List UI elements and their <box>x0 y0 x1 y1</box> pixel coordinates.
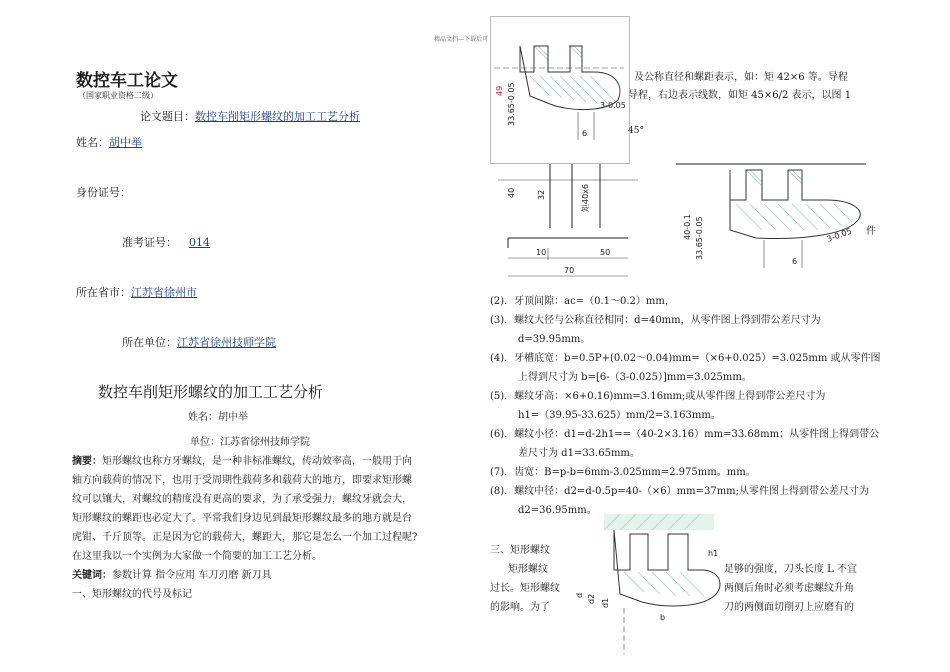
thesis-line <box>140 108 360 124</box>
thread-profile-drawing <box>676 160 866 280</box>
section-dim-d1: d1 <box>601 597 610 608</box>
body-fragment-r1: 足够的强度，刀头长度 L 不宜 <box>724 564 857 575</box>
section-1-heading: 一、矩形螺纹的代号及标记 <box>72 589 192 600</box>
part-fragment: 件 <box>866 226 876 237</box>
list-item: (3)．螺纹大径与公称直径相同：d=40mm，从零件图上得到带公差尺寸为 <box>490 315 821 326</box>
list-item-cont: d2=36.95mm。 <box>518 505 597 516</box>
profile-dim-3365: 33.65-0.05 <box>695 216 704 260</box>
shaft-dim-d32: 32 <box>537 189 546 200</box>
unit-value: 江苏省徐州技师学院 <box>177 336 276 349</box>
id-line: 身份证号： <box>76 186 131 199</box>
section-dim-b: b <box>660 613 666 622</box>
paper-title: 数控车工论文 <box>76 71 178 91</box>
unit-label: 所在单位： <box>122 336 177 349</box>
keywords-line: 关键词：参数计算 指令应用 车刀刃磨 新刀具 <box>72 570 272 581</box>
shaft-dim-thread: 矩40x6 <box>581 183 590 212</box>
name-label: 姓名： <box>76 136 109 149</box>
profile-dim-3: 3-0.05 <box>825 226 853 244</box>
name-line <box>76 134 142 150</box>
exam-value: 014 <box>189 236 210 249</box>
section-3-heading: 三、矩形螺纹 <box>490 545 550 556</box>
list-item: (7)．齿宽：B=p-b=6mm-3.025mm=2.975mm。mm。 <box>490 467 756 478</box>
body-fragment-c: 的影响。为了 <box>490 602 550 613</box>
abstract-line-4: 矩形螺纹的螺距也必定大了。平常我们身边见到最矩形螺纹最多的地方就是台 <box>72 513 412 524</box>
detail-dim-6: 6 <box>582 129 588 138</box>
province-label: 所在省市： <box>76 286 131 299</box>
abstract-line-5: 虎钳、千斤顶等。正是因为它的载荷大，螺距大，那它是怎么一个加工过程呢? <box>72 532 418 543</box>
list-item-cont: d=39.95mm。 <box>518 334 591 345</box>
thesis-value: 数控车削矩形螺纹的加工工艺分析 <box>195 110 360 123</box>
unit-line-article: 单位：江苏省徐州技师学院 <box>190 437 310 448</box>
article-title: 数控车削矩形螺纹的加工工艺分析 <box>98 383 324 401</box>
parameter-list <box>490 292 890 520</box>
section-dim-d2: d2 <box>587 593 596 604</box>
thesis-label: 论文题目： <box>140 110 195 123</box>
list-item-cont: 上得到尺寸为 b=[6-（3-0.025）]mm=3.025mm。 <box>518 372 752 383</box>
abstract <box>72 452 472 604</box>
exam-line <box>122 234 210 250</box>
abstract-line-6: 在这里我以一个实例为大家做一个简要的加工工艺分析。 <box>72 551 322 562</box>
shaft-dim-70: 70 <box>564 266 575 275</box>
text-line-top-2: 导程，右边表示线数，如矩 45×6/2 表示，以图 1 <box>628 90 852 101</box>
list-item: (5)．螺纹牙高：×6+0.16)mm=3.16mm;或从零件图上得到带公差尺寸为 <box>490 391 826 402</box>
list-item: (8)．螺纹中径：d2=d-0.5p=40-（×6）mm=37mm;从零件图上得到带公差尺寸为 <box>490 486 870 497</box>
paper-subtitle: （国家职业资格二级） <box>78 91 158 100</box>
unit-line <box>122 334 276 350</box>
profile-dim-40: 40-0.1 <box>683 214 692 240</box>
shaft-dim-d40: 40 <box>507 187 516 198</box>
list-item-cont: 差尺寸为 d1=33.65mm。 <box>518 448 640 459</box>
thread-section-drawing <box>564 512 724 656</box>
list-item: (2)．牙顶间隙：ac=（0.1～0.2）mm， <box>490 296 675 307</box>
body-fragment-b: 过长。矩形螺纹 <box>490 583 560 594</box>
list-item: (4)．牙槽底宽：b=0.5P+(0.02～0.04)mm=（×6+0.025）=3.025mm 或从零件图 <box>490 353 881 364</box>
section-dim-h1: h1 <box>708 549 719 558</box>
name-value: 胡中举 <box>109 136 142 149</box>
detail-dim-3365: 33.65-0.05 <box>507 82 516 126</box>
section-dim-d: d <box>575 592 584 598</box>
abstract-line-3: 纹可以镶大，对螺纹的精度没有更高的要求，为了承受强力，螺纹牙就会大， <box>72 494 412 505</box>
abstract-line-1: 摘要：矩形螺纹也称方牙螺纹，是一种非标准螺纹，传动效率高，一般用于向 <box>72 456 412 467</box>
abstract-line-2: 轴方向载荷的情况下，也用于受周期性载荷多和载荷大的地方，即要求矩形螺 <box>72 475 412 486</box>
shaft-dim-50: 50 <box>600 248 611 257</box>
province-line <box>76 284 197 300</box>
profile-dim-6: 6 <box>792 257 798 266</box>
detail-dim-49: 49 <box>495 85 504 96</box>
exam-label: 准考证号： <box>122 236 177 249</box>
shaft-dim-10: 10 <box>536 248 547 257</box>
province-value: 江苏省徐州市 <box>131 286 197 299</box>
page-header: 精品文档---下载后可 <box>434 36 489 43</box>
detail-dim-3: 3-0.05 <box>600 101 626 110</box>
angle-label: 45° <box>628 126 644 136</box>
author-line: 姓名：胡中举 <box>188 412 248 423</box>
list-item-cont: h1=（39.95-33.625）mm/2=3.163mm。 <box>518 410 721 421</box>
thread-detail-drawing <box>490 16 628 162</box>
body-fragment-a: 矩形螺纹 <box>508 564 548 575</box>
body-fragment-r2: 两侧后角时必须考虑螺纹升角 <box>724 583 854 594</box>
body-fragment-r3: 刀的两侧面切削刃上应磨有的 <box>724 602 854 613</box>
list-item: (6)．螺纹小径：d1=d-2h1==（40-2×3.16）mm=33.68mm；从零件图上得到带公 <box>490 429 880 440</box>
text-line-top-1: 及公称直径和螺距表示，如：矩 42×6 等。导程 <box>634 72 848 83</box>
